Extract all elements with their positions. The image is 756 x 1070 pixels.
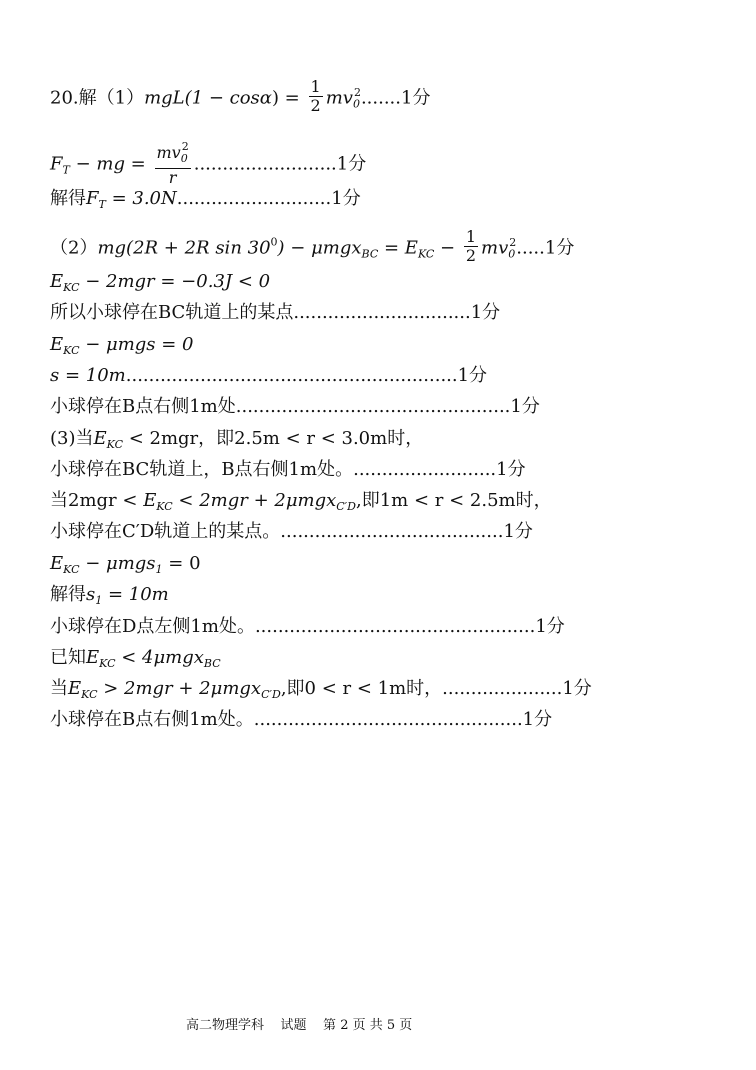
fraction-half xyxy=(309,78,323,115)
eq4-minus: − xyxy=(434,237,456,259)
bc-subscript: BC xyxy=(361,247,379,261)
eq14: − μmgs xyxy=(79,553,156,574)
part2-label: （2） xyxy=(50,237,98,259)
ekc-symbol-7: E xyxy=(50,334,64,355)
degree-sup: 0 xyxy=(270,235,278,249)
solution-line-16 xyxy=(50,616,565,638)
solution-line-14 xyxy=(50,553,201,581)
ekc-symbol-17: E xyxy=(86,647,100,668)
solution-line-15 xyxy=(50,584,169,612)
eq8: s = 10m xyxy=(50,365,126,386)
solution-line-5 xyxy=(50,271,270,299)
solution-line-9 xyxy=(50,396,540,418)
eq4-part-b: ) − μmgx xyxy=(277,237,362,259)
s1-subscript: 1 xyxy=(95,594,103,607)
v-superscript: 2 xyxy=(353,85,361,99)
s1-symbol: s xyxy=(86,584,96,605)
ekc-symbol: E xyxy=(50,271,64,292)
p12-b: < 2mgr + 2μmgx xyxy=(172,490,337,511)
bc-subscript-17: BC xyxy=(203,657,221,670)
solution-line-3 xyxy=(50,188,361,216)
score-dots-6: ...............................1分 xyxy=(293,302,501,323)
solution-line-1 xyxy=(50,77,431,117)
solution-line-2 xyxy=(50,140,366,189)
solution-line-11 xyxy=(50,459,526,481)
ekc-subscript-18: KC xyxy=(81,688,98,701)
solution-line-13 xyxy=(50,521,533,543)
conclusion-2: 小球停在B点右侧1m处 xyxy=(50,396,236,417)
cd-subscript-12: C′D xyxy=(336,500,356,513)
mv-term-2: mv xyxy=(481,237,509,259)
frac-mv: mv xyxy=(156,143,181,162)
ft-subscript: T xyxy=(62,163,70,177)
ekc-subscript-7: KC xyxy=(63,344,80,357)
ekc-symbol-18: E xyxy=(68,678,82,699)
solution-line-10 xyxy=(50,428,423,456)
score-dots-2: .........................1分 xyxy=(193,153,367,175)
eq14-b: = 0 xyxy=(162,553,201,574)
v-subscript: 0 xyxy=(352,97,360,111)
solution-line-17 xyxy=(50,647,221,675)
known-prefix: 已知 xyxy=(50,647,86,668)
solution-line-12 xyxy=(50,490,552,518)
ft-symbol-2: F xyxy=(86,188,99,209)
frac-v-sub: 0 xyxy=(180,152,188,165)
solve-prefix: 解得 xyxy=(50,188,86,209)
score-dots-16: .................................................1分 xyxy=(254,616,565,637)
score-dots-1: .......1分 xyxy=(360,87,431,109)
p18-a: 当 xyxy=(50,678,68,699)
score-dots-19: ...............................................1分 xyxy=(253,709,553,730)
p12-c: ,即1m < r < 2.5m时， xyxy=(356,490,552,511)
eq4-part-c: = E xyxy=(378,237,418,259)
known-b: < 4μmgx xyxy=(115,647,204,668)
conclusion-3: 小球停在BC轨道上，B点右侧1m处。 xyxy=(50,459,354,480)
mv-term: mv xyxy=(325,87,353,109)
ekc-symbol-14: E xyxy=(50,553,64,574)
v-subscript-2: 0 xyxy=(508,247,516,261)
conclusion-4: 小球停在C′D轨道上的某点。 xyxy=(50,521,281,542)
p18-c: ,即0 < r < 1m时， xyxy=(280,678,443,699)
frac-den-r: r xyxy=(168,168,177,187)
ekc-subscript-12: KC xyxy=(156,500,173,513)
eq1-alpha: α xyxy=(259,87,272,109)
score-dots-3: ...........................1分 xyxy=(176,188,361,209)
eq5: − 2mgr = −0.3J < 0 xyxy=(79,271,271,292)
eq1-part-a: mgL(1 − cos xyxy=(144,87,260,109)
ekc-symbol-10: E xyxy=(93,428,107,449)
solution-line-18 xyxy=(50,678,592,706)
eq1-part-b: ) = xyxy=(271,87,300,109)
conclusion-6: 小球停在B点右侧1m处。 xyxy=(50,709,254,730)
score-dots-9: ................................................1分 xyxy=(235,396,540,417)
ekc-symbol-12: E xyxy=(143,490,157,511)
ekc-subscript-10: KC xyxy=(106,438,123,451)
score-dots-8: ..........................................................1分 xyxy=(125,365,488,386)
conclusion-5: 小球停在D点左侧1m处。 xyxy=(50,616,255,637)
kc-subscript: KC xyxy=(417,247,435,261)
s1-value: = 10m xyxy=(102,584,169,605)
solution-line-7 xyxy=(50,334,194,362)
ekc-subscript-17: KC xyxy=(99,657,116,670)
ft-symbol: F xyxy=(50,153,63,175)
solution-line-19 xyxy=(50,709,552,731)
ekc-subscript-14: KC xyxy=(63,563,80,576)
score-dots-18: .....................1分 xyxy=(442,678,592,699)
conclusion-1: 所以小球停在BC轨道上的某点 xyxy=(50,302,294,323)
part3-b: < 2mgr，即2.5m < r < 3.0m时， xyxy=(122,428,424,449)
eq7: − μmgs = 0 xyxy=(79,334,194,355)
cd-subscript-18: C′D xyxy=(261,688,281,701)
solve-prefix-15: 解得 xyxy=(50,584,86,605)
score-dots-11: .........................1分 xyxy=(353,459,526,480)
ft-subscript-2: T xyxy=(98,198,106,211)
ft-value: = 3.0N xyxy=(105,188,177,209)
p12-a: 当2mgr < xyxy=(50,490,144,511)
frac-num: 1 xyxy=(310,77,321,96)
p18-b: > 2mgr + 2μmgx xyxy=(97,678,262,699)
frac-den-2: 2 xyxy=(465,246,477,265)
eq4-part-a: mg(2R + 2R sin 30 xyxy=(97,237,271,259)
v-superscript-2: 2 xyxy=(509,235,517,249)
ekc-subscript: KC xyxy=(63,281,80,294)
solution-line-4 xyxy=(50,227,575,267)
fraction-half-2 xyxy=(464,228,478,265)
score-dots-13: .......................................1分 xyxy=(280,521,533,542)
part3-a: (3)当 xyxy=(50,428,94,449)
solution-line-8 xyxy=(50,365,487,387)
frac-v-sup: 2 xyxy=(181,140,189,153)
ft-minus-mg: − mg = xyxy=(69,153,146,175)
heading: 20.解（1） xyxy=(50,87,145,109)
frac-den: 2 xyxy=(310,96,321,115)
solution-line-6 xyxy=(50,302,500,324)
page-footer: 高二物理学科 试题 第 2 页 共 5 页 xyxy=(186,1018,413,1033)
frac-num-2: 1 xyxy=(465,227,477,246)
fraction-mv2-r xyxy=(155,138,191,187)
s1-subscript-14: 1 xyxy=(155,563,163,576)
score-dots-4: .....1分 xyxy=(516,237,575,259)
frac-num-mv2 xyxy=(155,138,191,169)
